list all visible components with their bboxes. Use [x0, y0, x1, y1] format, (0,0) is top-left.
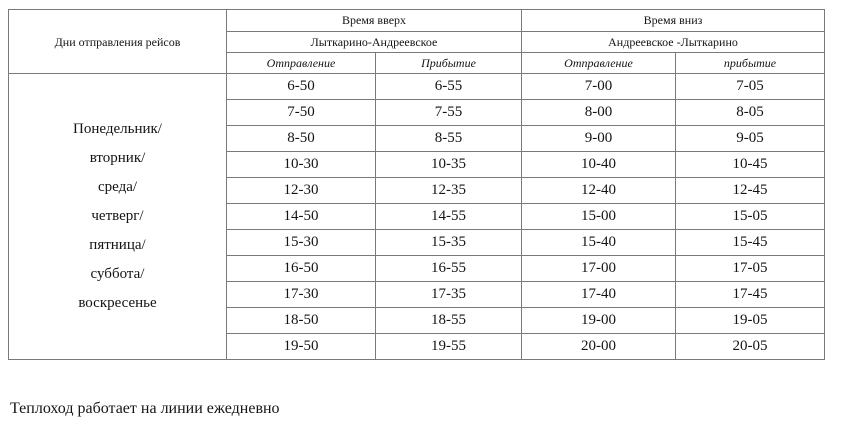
down-arrival-header: прибытие — [676, 53, 825, 74]
up-arrival-cell: 18-55 — [376, 308, 522, 334]
up-departure-cell: 12-30 — [227, 178, 376, 204]
down-departure-cell: 17-00 — [522, 256, 676, 282]
down-arrival-cell: 17-05 — [676, 256, 825, 282]
up-arrival-cell: 6-55 — [376, 74, 522, 100]
down-arrival-cell: 17-45 — [676, 282, 825, 308]
days-header: Дни отправления рейсов — [9, 10, 227, 74]
up-departure-cell: 18-50 — [227, 308, 376, 334]
down-departure-cell: 15-00 — [522, 204, 676, 230]
up-departure-cell: 10-30 — [227, 152, 376, 178]
day-line: воскресенье — [78, 295, 157, 311]
up-arrival-cell: 16-55 — [376, 256, 522, 282]
up-time-header: Время вверх — [227, 10, 522, 32]
down-departure-cell: 12-40 — [522, 178, 676, 204]
up-arrival-cell: 17-35 — [376, 282, 522, 308]
down-time-header: Время вниз — [522, 10, 825, 32]
down-arrival-cell: 12-45 — [676, 178, 825, 204]
down-arrival-cell: 10-45 — [676, 152, 825, 178]
down-departure-cell: 8-00 — [522, 100, 676, 126]
up-departure-cell: 16-50 — [227, 256, 376, 282]
down-departure-cell: 17-40 — [522, 282, 676, 308]
up-arrival-cell: 15-35 — [376, 230, 522, 256]
up-arrival-cell: 7-55 — [376, 100, 522, 126]
up-route-header: Лыткарино-Андреевское — [227, 32, 522, 53]
down-departure-cell: 20-00 — [522, 334, 676, 360]
day-line: четверг/ — [91, 208, 144, 224]
day-line: Понедельник/ — [73, 121, 162, 137]
schedule-body — [9, 74, 825, 360]
down-arrival-cell: 15-05 — [676, 204, 825, 230]
down-arrival-cell: 15-45 — [676, 230, 825, 256]
down-arrival-cell: 8-05 — [676, 100, 825, 126]
down-arrival-cell: 19-05 — [676, 308, 825, 334]
down-departure-header: Отправление — [522, 53, 676, 74]
down-departure-cell: 15-40 — [522, 230, 676, 256]
up-arrival-cell: 19-55 — [376, 334, 522, 360]
down-departure-cell: 7-00 — [522, 74, 676, 100]
up-departure-cell: 17-30 — [227, 282, 376, 308]
table-row — [9, 74, 825, 100]
down-departure-cell: 19-00 — [522, 308, 676, 334]
down-arrival-cell: 7-05 — [676, 74, 825, 100]
footer-note: Теплоход работает на линии ежедневно — [10, 400, 280, 417]
up-departure-cell: 7-50 — [227, 100, 376, 126]
up-arrival-cell: 14-55 — [376, 204, 522, 230]
days-cell — [9, 74, 227, 360]
day-line: вторник/ — [89, 150, 146, 166]
up-departure-cell: 15-30 — [227, 230, 376, 256]
up-departure-cell: 6-50 — [227, 74, 376, 100]
down-departure-cell: 9-00 — [522, 126, 676, 152]
up-departure-cell: 14-50 — [227, 204, 376, 230]
day-line: среда/ — [97, 179, 138, 195]
down-route-header: Андреевское -Лыткарино — [522, 32, 825, 53]
day-line: пятница/ — [89, 237, 146, 253]
up-departure-header: Отправление — [227, 53, 376, 74]
day-line: суббота/ — [90, 266, 145, 282]
up-arrival-header: Прибытие — [376, 53, 522, 74]
down-arrival-cell: 9-05 — [676, 126, 825, 152]
schedule-table — [8, 9, 825, 360]
down-arrival-cell: 20-05 — [676, 334, 825, 360]
up-arrival-cell: 12-35 — [376, 178, 522, 204]
up-departure-cell: 8-50 — [227, 126, 376, 152]
up-arrival-cell: 10-35 — [376, 152, 522, 178]
up-arrival-cell: 8-55 — [376, 126, 522, 152]
up-departure-cell: 19-50 — [227, 334, 376, 360]
down-departure-cell: 10-40 — [522, 152, 676, 178]
